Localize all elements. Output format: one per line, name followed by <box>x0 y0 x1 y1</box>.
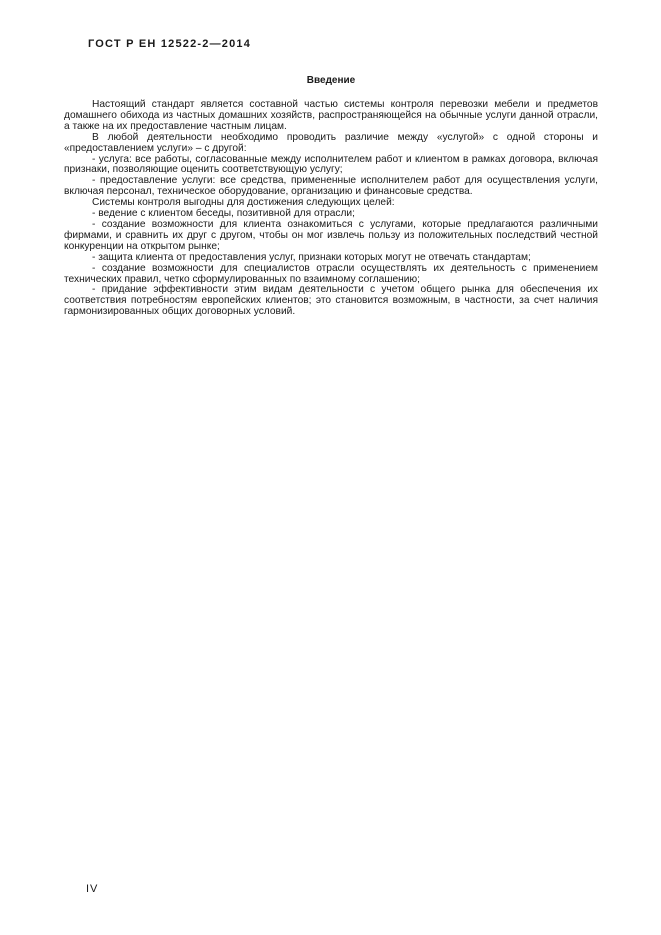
list-item-goal-comparison: - создание возможности для клиента ознакомиться с услугами, которые предлагаются различными фирмами, и сравнить их друг с другом, чтобы он мог извлечь пользу из положительных последствий честной конкуренции на открытом рынке; <box>64 218 598 252</box>
list-item-goal-dialogue: - ведение с клиентом беседы, позитивной для отрасли; <box>92 208 355 220</box>
page-number: IV <box>86 883 99 895</box>
section-title: Введение <box>306 75 356 86</box>
list-item-service-provision: - предоставление услуги: все средства, примененные исполнителем работ для осуществления услуги, включая персонал, техническое оборудование, организацию и финансовые средства. <box>64 175 598 198</box>
document-designation: ГОСТ Р ЕН 12522-2—2014 <box>88 38 252 50</box>
list-item-goal-technical-rules: - создание возможности для специалистов отрасли осуществлять их деятельность с применением технических правил, четко сформулированных по взаимному соглашению; <box>64 262 598 285</box>
list-item-goal-efficiency: - придание эффективности этим видам деятельности с учетом общего рынка для обеспечения их соответствия потребностям европейских клиентов; это становится возможным, в частности, за счет наличия гармонизированных общих договорных условий. <box>64 284 598 318</box>
body-text <box>64 100 598 318</box>
paragraph-goals: Системы контроля выгодны для достижения следующих целей: <box>92 197 395 209</box>
list-item-service: - услуга: все работы, согласованные между исполнителем работ и клиентом в рамках договора, включая признаки, позволяющие оценить соответствующую услугу; <box>64 153 598 176</box>
paragraph-distinction: В любой деятельности необходимо проводить различие между «услугой» с одной стороны и «предоставлением услуги» – с другой: <box>64 131 598 154</box>
list-item-goal-protection: - защита клиента от предоставления услуг, признаки которых могут не отвечать стандартам; <box>92 251 531 263</box>
paragraph-intro: Настоящий стандарт является составной частью системы контроля перевозки мебели и предметов домашнего обихода из частных домашних хозяйств, распространяющейся на обычные услуги данной отрасли, а также на их предоставление частным лицам. <box>64 99 598 132</box>
